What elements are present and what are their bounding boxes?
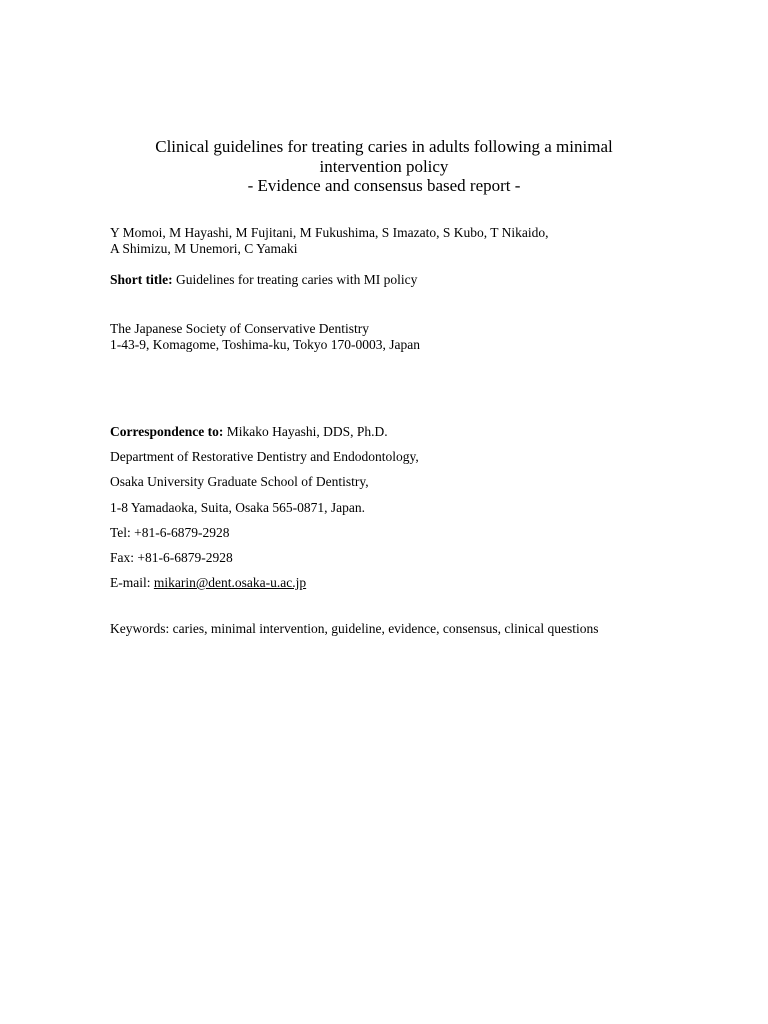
society-address: 1-43-9, Komagome, Toshima-ku, Tokyo 170-0003, Japan bbox=[110, 336, 420, 352]
correspondence-label: Correspondence to: bbox=[110, 424, 224, 439]
title-line-2: intervention policy bbox=[319, 156, 449, 176]
email-link[interactable]: mikarin@dent.osaka-u.ac.jp bbox=[153, 575, 307, 591]
society-name: The Japanese Society of Conservative Dentistry bbox=[110, 321, 370, 336]
short-title-value: Guidelines for treating caries with MI policy bbox=[175, 272, 418, 287]
affiliation-block bbox=[110, 321, 420, 352]
short-title-label: Short title: bbox=[110, 272, 173, 287]
author-list bbox=[110, 225, 549, 256]
correspondence-email bbox=[110, 570, 419, 595]
correspondence-block bbox=[110, 419, 419, 595]
correspondence-school: Osaka University Graduate School of Dentistry, bbox=[110, 474, 369, 490]
email-label: E-mail: bbox=[110, 575, 151, 591]
keywords-line bbox=[110, 621, 599, 637]
keywords-value: caries, minimal intervention, guideline, evidence, consensus, clinical questions bbox=[172, 621, 599, 636]
correspondence-department: Department of Restorative Dentistry and Endodontology, bbox=[110, 449, 419, 465]
short-title bbox=[110, 272, 417, 288]
authors-line-1: Y Momoi, M Hayashi, M Fujitani, M Fukushima, S Imazato, S Kubo, T Nikaido, bbox=[110, 225, 549, 240]
title-line-1: Clinical guidelines for treating caries in adults following a minimal bbox=[155, 137, 613, 156]
title-line-3: - Evidence and consensus based report - bbox=[247, 176, 521, 195]
correspondence-tel: Tel: +81-6-6879-2928 bbox=[110, 524, 230, 540]
correspondence-fax: Fax: +81-6-6879-2928 bbox=[110, 549, 233, 565]
authors-line-2: A Shimizu, M Unemori, C Yamaki bbox=[110, 240, 298, 256]
correspondence-address: 1-8 Yamadaoka, Suita, Osaka 565-0871, Japan. bbox=[110, 499, 365, 515]
correspondence-name: Mikako Hayashi, DDS, Ph.D. bbox=[226, 424, 388, 439]
paper-title bbox=[100, 137, 668, 196]
correspondence-heading bbox=[110, 419, 419, 444]
keywords-label: Keywords: bbox=[110, 621, 170, 636]
